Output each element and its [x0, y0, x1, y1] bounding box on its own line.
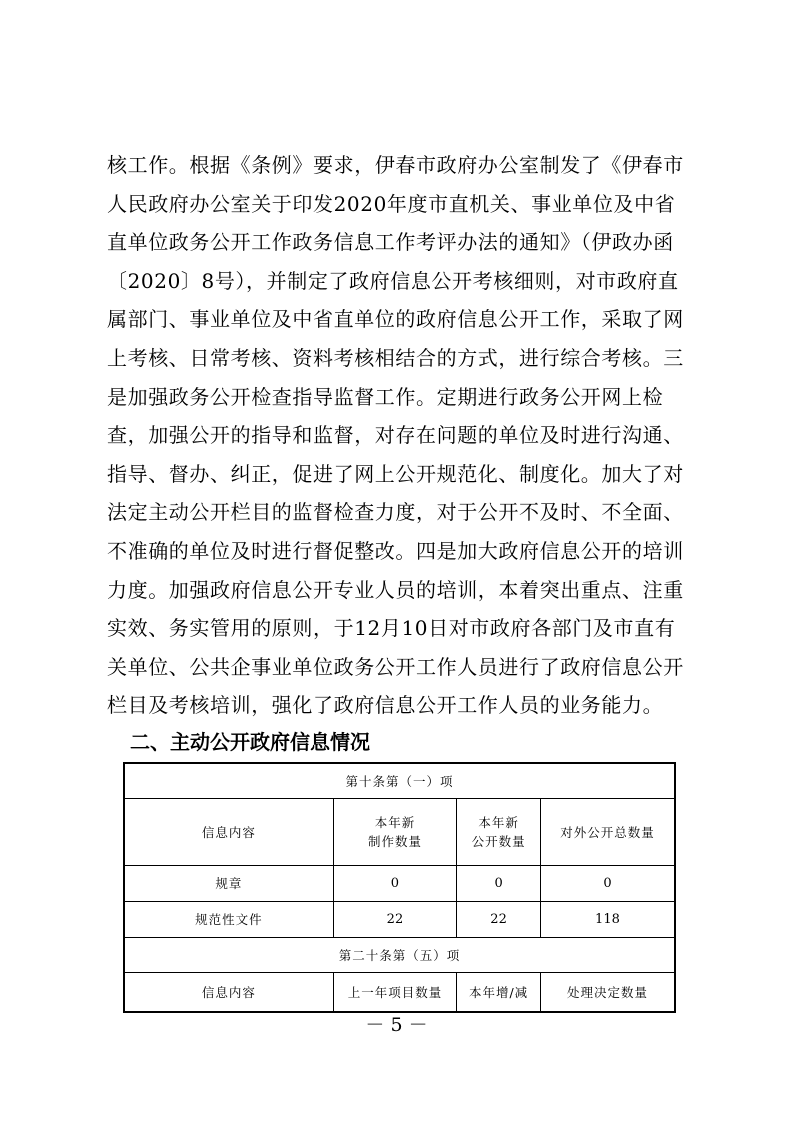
header-total: 对外公开总数量	[540, 799, 675, 866]
header-new-public-line1: 本年新	[478, 815, 519, 830]
table-row	[124, 866, 675, 902]
header-new-made	[333, 799, 457, 866]
body-line: 不准确的单位及时进行督促整改。四是加大政府信息公开的培训	[107, 538, 684, 563]
header2-content: 信息内容	[124, 973, 333, 1013]
table-header-row	[124, 799, 675, 866]
header-content: 信息内容	[124, 799, 333, 866]
body-line: 核工作。根据《条例》要求，伊春市政府办公室制发了《伊春市	[107, 153, 684, 177]
body-line: 人民政府办公室关于印发2020年度市直机关、事业单位及中省	[107, 191, 676, 216]
header-new-public	[457, 799, 541, 866]
section-heading: 二、主动公开政府信息情况	[130, 730, 370, 754]
section1-title: 第十条第（一）项	[124, 763, 675, 799]
body-line: 栏目及考核培训，强化了政府信息公开工作人员的业务能力。	[107, 693, 664, 718]
header2-prev-year: 上一年项目数量	[333, 973, 457, 1013]
row-published: 0	[457, 866, 541, 902]
row-name: 规范性文件	[124, 902, 333, 938]
body-line: 查，加强公开的指导和监督，对存在问题的单位及时进行沟通、	[107, 423, 684, 448]
table-section-row	[124, 938, 675, 973]
info-disclosure-table	[123, 762, 676, 1013]
body-line: 力度。加强政府信息公开专业人员的培训，本着突出重点、注重	[107, 577, 684, 602]
header-new-public-line2: 公开数量	[471, 834, 526, 849]
body-line: 法定主动公开栏目的监督检查力度，对于公开不及时、不全面、	[107, 500, 684, 525]
header2-decisions: 处理决定数量	[540, 973, 675, 1013]
row-total: 118	[540, 902, 675, 938]
body-line: 关单位、公共企事业单位政务公开工作人员进行了政府信息公开	[107, 654, 684, 679]
body-line: 是加强政务公开检查指导监督工作。定期进行政务公开网上检	[107, 384, 664, 409]
row-published: 22	[457, 902, 541, 938]
section2-title: 第二十条第（五）项	[124, 938, 675, 973]
row-total: 0	[540, 866, 675, 902]
row-made: 0	[333, 866, 457, 902]
body-line: 上考核、日常考核、资料考核相结合的方式，进行综合考核。三	[107, 345, 684, 370]
body-line: 〔2020〕8号），并制定了政府信息公开考核细则，对市政府直	[107, 268, 679, 293]
body-line: 指导、督办、纠正，促进了网上公开规范化、制度化。加大了对	[107, 461, 684, 486]
body-paragraph	[107, 146, 687, 725]
header2-change: 本年增/减	[457, 973, 541, 1013]
table-header-row	[124, 973, 675, 1013]
header-new-made-line2: 制作数量	[367, 834, 422, 849]
table-row	[124, 902, 675, 938]
table-section-row	[124, 763, 675, 799]
body-line: 实效、务实管用的原则，于12月10日对市政府各部门及市直有	[107, 616, 676, 641]
row-made: 22	[333, 902, 457, 938]
page-number: － 5 －	[365, 1014, 428, 1036]
body-line: 属部门、事业单位及中省直单位的政府信息公开工作，采取了网	[107, 307, 684, 332]
row-name: 规章	[124, 866, 333, 902]
body-line: 直单位政务公开工作政务信息工作考评办法的通知》（伊政办函	[107, 230, 674, 255]
header-new-made-line1: 本年新	[374, 815, 416, 830]
